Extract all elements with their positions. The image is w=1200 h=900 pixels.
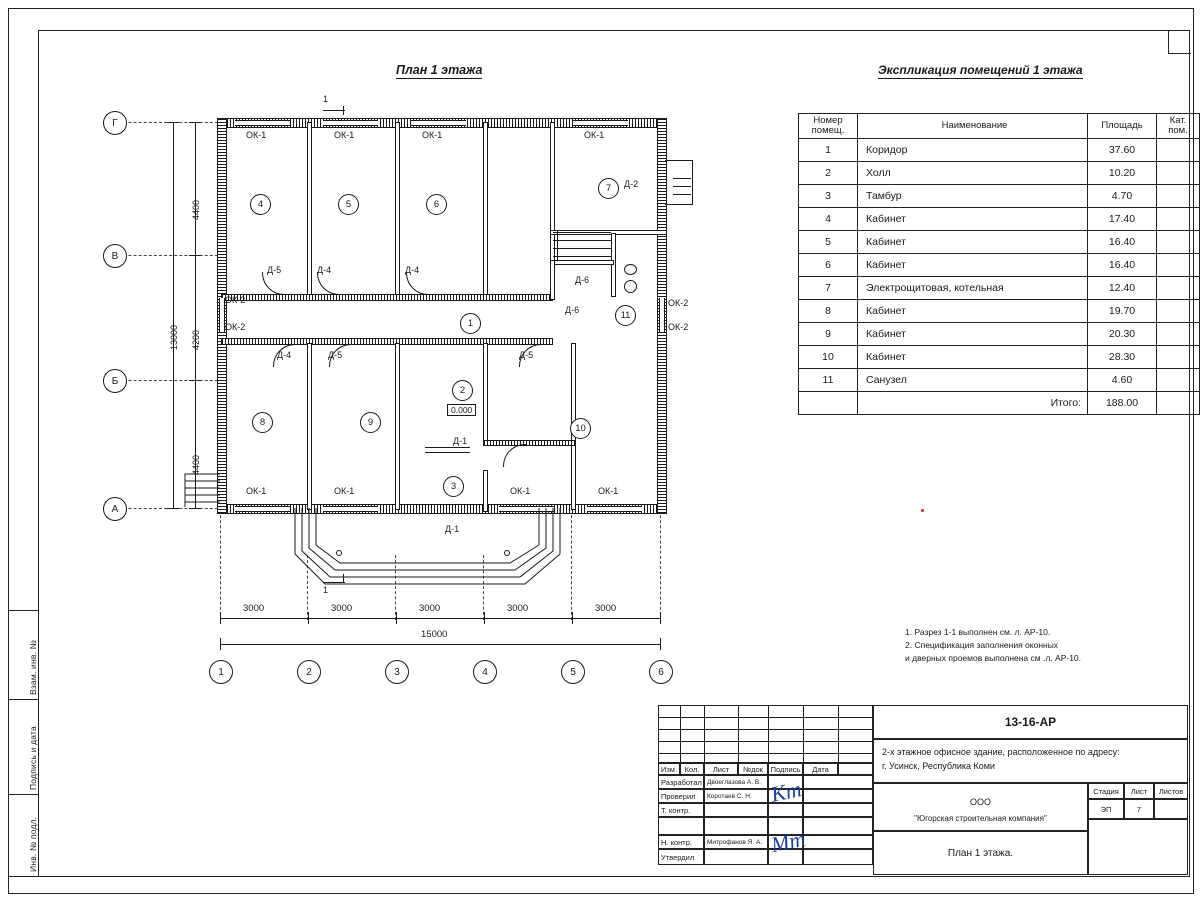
left-margin-label: Взам. инв. № <box>28 639 38 695</box>
cell-number: 2 <box>799 161 858 184</box>
door-label: Д-6 <box>565 305 580 315</box>
window-label: ОК-1 <box>422 130 443 140</box>
room-number: 7 <box>598 178 619 199</box>
door-label: Д-4 <box>405 265 420 275</box>
door-label: Д-2 <box>624 179 639 189</box>
window-label: ОК-1 <box>510 486 531 496</box>
axis-bubble-letter: А <box>103 497 127 521</box>
wall-partition <box>307 343 312 510</box>
door-label: Д-5 <box>328 350 343 360</box>
total-label: Итого: <box>858 391 1088 414</box>
cell-area: 37.60 <box>1088 138 1157 161</box>
dimension-total: 13000 <box>169 324 179 350</box>
explication-table <box>798 113 1200 415</box>
left-margin-cell <box>8 611 38 700</box>
table-row <box>799 207 1200 230</box>
left-margin-label: Инв. № подл. <box>28 816 38 872</box>
window-label: ОК-1 <box>598 486 619 496</box>
cell-area: 12.40 <box>1088 276 1157 299</box>
room-number: 2 <box>452 380 473 401</box>
cell-name: Холл <box>858 161 1088 184</box>
table-row <box>799 345 1200 368</box>
cell-name: Электрощитовая, котельная <box>858 276 1088 299</box>
cell-name: Кабинет <box>858 322 1088 345</box>
left-margin-cell <box>8 699 38 795</box>
ink-dot <box>921 509 924 512</box>
room-number: 11 <box>615 305 636 326</box>
room-number: 1 <box>460 313 481 334</box>
cell-name: Санузел <box>858 368 1088 391</box>
cell-number: 4 <box>799 207 858 230</box>
cell-kat <box>1157 161 1200 184</box>
cell-number: 1 <box>799 138 858 161</box>
stamp-role-name: Двоеглазова А. В. <box>704 775 768 789</box>
table-row <box>799 161 1200 184</box>
table-row <box>799 322 1200 345</box>
section-mark-top: 1 <box>323 94 329 104</box>
stamp-role: Т. контр. <box>658 803 704 817</box>
axis-bubble-number: 4 <box>473 660 497 684</box>
cell-name: Тамбур <box>858 184 1088 207</box>
left-margin-stamp <box>8 610 38 876</box>
company-name: "Югорская строительная компания" <box>914 814 1047 824</box>
door-label: Д-1 <box>445 524 460 534</box>
cell-name: Коридор <box>858 138 1088 161</box>
cell-area: 4.60 <box>1088 368 1157 391</box>
cell-name: Кабинет <box>858 253 1088 276</box>
window-label: ОК-1 <box>246 486 267 496</box>
note-line: 1. Разрез 1-1 выполнен см. л. АР-10. <box>905 627 1051 637</box>
level-mark: 0.000 <box>447 404 476 416</box>
stage-value: ЭП <box>1088 799 1124 819</box>
cell-area: 16.40 <box>1088 230 1157 253</box>
table-header-row <box>799 114 1200 139</box>
column-header-name: Наименование <box>858 114 1088 139</box>
dimension-total: 15000 <box>421 629 448 640</box>
table-row <box>799 253 1200 276</box>
stamp-header-cell: Изм. <box>658 763 680 775</box>
dimension-label: 3000 <box>507 603 529 614</box>
sheet-title: План 1 этажа. <box>873 831 1088 875</box>
axis-bubble-letter: Б <box>103 369 127 393</box>
cell-kat <box>1157 253 1200 276</box>
room-number: 8 <box>252 412 273 433</box>
cell-kat <box>1157 207 1200 230</box>
door-label: Д-4 <box>317 265 332 275</box>
axis-bubble-letter: Г <box>103 111 127 135</box>
wall-partition <box>483 343 488 445</box>
table-row <box>799 368 1200 391</box>
explication-title: Экспликация помещений 1 этажа <box>878 63 1083 77</box>
stamp-role: Разработал <box>658 775 704 789</box>
table-row <box>799 138 1200 161</box>
sheet-corner-mark <box>1168 31 1191 54</box>
table-row <box>799 230 1200 253</box>
room-number: 3 <box>443 476 464 497</box>
cell-kat <box>1157 184 1200 207</box>
cell-kat <box>1157 276 1200 299</box>
side-stairs <box>180 452 230 510</box>
room-number: 4 <box>250 194 271 215</box>
cell-name: Кабинет <box>858 299 1088 322</box>
door-label: Д-4 <box>277 350 292 360</box>
wall-corridor-top <box>221 294 553 301</box>
wall-corridor-bottom <box>221 338 553 345</box>
object-line-1: 2-х этажное офисное здание, расположенное по адресу: <box>882 747 1120 757</box>
cell-number: 3 <box>799 184 858 207</box>
window-label: ОК-2 <box>225 322 246 332</box>
wall-partition <box>550 260 555 300</box>
stamp-role-name: Коротаев С. Н. <box>704 789 768 803</box>
cell-empty <box>1157 391 1200 414</box>
company-block <box>873 783 1088 831</box>
stamp-role: Проверил <box>658 789 704 803</box>
room-number: 5 <box>338 194 359 215</box>
door-label: Д-5 <box>267 265 282 275</box>
stamp-header-cell: Кол. <box>680 763 704 775</box>
sheets-header: Листов <box>1154 783 1188 799</box>
cell-empty <box>799 391 858 414</box>
cell-kat <box>1157 345 1200 368</box>
axis-bubble-letter: В <box>103 244 127 268</box>
cell-number: 9 <box>799 322 858 345</box>
signature-mark: Мт <box>768 825 808 858</box>
stamp-header-cell: Лист <box>704 763 738 775</box>
cell-kat <box>1157 299 1200 322</box>
cell-area: 28.30 <box>1088 345 1157 368</box>
column-header-number: Номер помещ. <box>799 114 858 139</box>
stamp-role: Н. контр. <box>658 835 704 849</box>
wall-partition <box>307 122 312 299</box>
door-label: Д-6 <box>575 275 590 285</box>
dimension-label: 4200 <box>191 329 201 350</box>
table-total-row <box>799 391 1200 414</box>
sheet-header: Лист <box>1124 783 1154 799</box>
cell-area: 17.40 <box>1088 207 1157 230</box>
room-number: 10 <box>570 418 591 439</box>
dimension-label: 3000 <box>331 603 353 614</box>
cell-number: 5 <box>799 230 858 253</box>
room-number: 9 <box>360 412 381 433</box>
window-label: ОК-1 <box>584 130 605 140</box>
axis-bubble-number: 3 <box>385 660 409 684</box>
cell-area: 10.20 <box>1088 161 1157 184</box>
cell-kat <box>1157 230 1200 253</box>
section-mark-bottom: 1 <box>323 585 329 595</box>
window-label: ОК-2 <box>668 298 689 308</box>
cell-number: 8 <box>799 299 858 322</box>
object-line-2: г. Усинск, Республика Коми <box>882 760 995 771</box>
column-header-area: Площадь <box>1088 114 1157 139</box>
stamp-role: Утвердил <box>658 849 704 865</box>
title-block <box>658 705 1188 875</box>
wall-partition <box>395 122 400 299</box>
stamp-header-cell: №док <box>738 763 768 775</box>
stamp-header-cell: Подпись <box>768 763 803 775</box>
door-label: Д-5 <box>519 350 534 360</box>
left-margin-label: Подпись и дата <box>28 726 38 790</box>
dimension-label: 3000 <box>243 603 265 614</box>
cell-area: 16.40 <box>1088 253 1157 276</box>
window-label: ОК-2 <box>668 322 689 332</box>
dimension-label: 3000 <box>419 603 441 614</box>
wall-partition <box>611 233 616 297</box>
dimension-label: 4400 <box>191 454 201 475</box>
stage-header: Стадия <box>1088 783 1124 799</box>
wall-partition <box>483 122 488 299</box>
cell-area: 4.70 <box>1088 184 1157 207</box>
left-margin-cell <box>8 794 38 877</box>
stamp-header-cell: Дата <box>803 763 838 775</box>
cell-name: Кабинет <box>858 345 1088 368</box>
notes-block <box>905 626 1081 664</box>
note-line: и дверных проемов выполнена см .л. АР-10. <box>905 652 1082 663</box>
cell-kat <box>1157 368 1200 391</box>
cell-name: Кабинет <box>858 230 1088 253</box>
dimension-label: 4400 <box>191 199 201 220</box>
sheets-value <box>1154 799 1188 819</box>
total-area: 188.00 <box>1088 391 1157 414</box>
cell-number: 6 <box>799 253 858 276</box>
wall-partition <box>550 260 614 265</box>
column-header-kat: Кат. пом. <box>1157 114 1200 139</box>
cell-area: 19.70 <box>1088 299 1157 322</box>
cell-number: 11 <box>799 368 858 391</box>
wall-partition <box>395 343 400 510</box>
cell-name: Кабинет <box>858 207 1088 230</box>
room-number: 6 <box>426 194 447 215</box>
document-code: 13-16-АР <box>873 705 1188 739</box>
window-label: ОК-1 <box>246 130 267 140</box>
object-description <box>873 739 1188 783</box>
cell-number: 7 <box>799 276 858 299</box>
window-label: ОК-2 <box>225 295 246 305</box>
dimension-label: 3000 <box>595 603 617 614</box>
note-line: 2. Спецификация заполнения оконных <box>905 639 1059 650</box>
company-form: ООО <box>969 797 991 807</box>
cell-number: 10 <box>799 345 858 368</box>
table-row <box>799 184 1200 207</box>
signature-mark: Кт <box>768 776 804 807</box>
table-row <box>799 299 1200 322</box>
cell-kat <box>1157 322 1200 345</box>
window-label: ОК-1 <box>334 130 355 140</box>
stamp-role-name: Митрофанов Я. А. <box>704 835 768 849</box>
axis-bubble-number: 2 <box>297 660 321 684</box>
sheet-value: 7 <box>1124 799 1154 819</box>
axis-bubble-number: 6 <box>649 660 673 684</box>
table-row <box>799 276 1200 299</box>
plan-title: План 1 этажа <box>396 63 483 77</box>
window-label: ОК-1 <box>334 486 355 496</box>
cell-kat <box>1157 138 1200 161</box>
wall-hall <box>483 440 576 446</box>
cell-area: 20.30 <box>1088 322 1157 345</box>
axis-bubble-number: 5 <box>561 660 585 684</box>
door-label: Д-1 <box>453 436 468 446</box>
axis-bubble-number: 1 <box>209 660 233 684</box>
floor-plan-drawing <box>95 94 785 700</box>
